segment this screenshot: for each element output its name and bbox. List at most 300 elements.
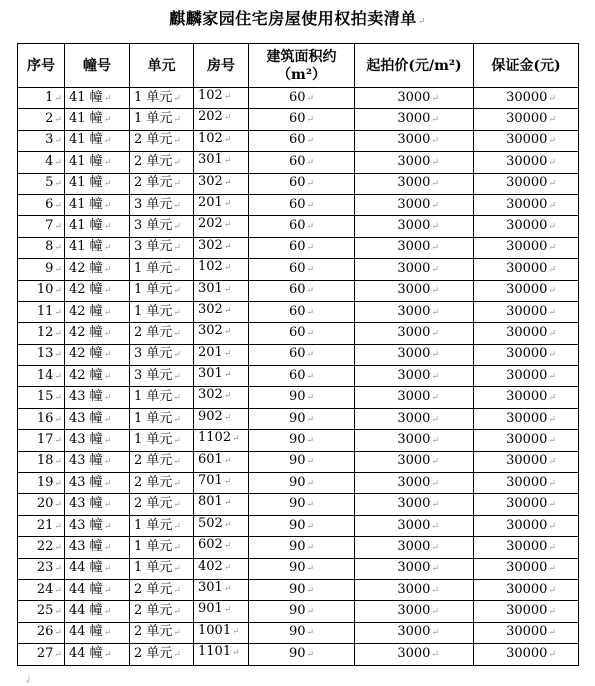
cell-area-text: 60 bbox=[288, 196, 306, 212]
table-row bbox=[18, 237, 579, 258]
cell-deposit-text: 30000 bbox=[506, 175, 548, 191]
cell-room-text: 302 bbox=[198, 173, 223, 189]
cell-building bbox=[65, 601, 130, 622]
return-mark-icon: ↵ bbox=[223, 134, 232, 145]
return-mark-icon: ↵ bbox=[54, 500, 62, 511]
cell-unit bbox=[130, 323, 194, 344]
cell-deposit bbox=[474, 473, 579, 494]
cell-index-text: 24 bbox=[36, 581, 54, 597]
cell-area-text: 90 bbox=[288, 538, 306, 554]
cell-deposit-text: 30000 bbox=[506, 153, 548, 169]
cell-start-price bbox=[355, 194, 474, 215]
return-mark-icon: ↵ bbox=[431, 93, 439, 104]
cell-room bbox=[194, 237, 249, 258]
cell-room-text: 1001 bbox=[198, 622, 232, 638]
return-mark-icon: ↵ bbox=[548, 478, 556, 489]
return-mark-icon: ↵ bbox=[306, 371, 315, 382]
cell-unit bbox=[130, 109, 194, 130]
return-mark-icon: ↵ bbox=[548, 115, 556, 126]
cell-unit bbox=[130, 194, 194, 215]
cell-room bbox=[194, 152, 249, 173]
cell-area-text: 90 bbox=[288, 431, 306, 447]
cell-unit-text: 1 单元 bbox=[134, 282, 173, 298]
return-mark-icon: ↵ bbox=[173, 264, 181, 275]
cell-room-text: 302 bbox=[198, 237, 223, 253]
return-mark-icon: ↵ bbox=[103, 222, 112, 233]
cell-building bbox=[65, 387, 130, 408]
return-mark-icon: ↵ bbox=[173, 649, 181, 660]
cell-area-text: 60 bbox=[288, 346, 306, 362]
cell-deposit-text: 30000 bbox=[506, 196, 548, 212]
return-mark-icon: ↵ bbox=[103, 115, 112, 126]
cell-start-price-text: 3000 bbox=[397, 453, 431, 469]
return-mark-icon: ↵ bbox=[431, 607, 439, 618]
cell-deposit bbox=[474, 216, 579, 237]
cell-room bbox=[194, 601, 249, 622]
return-mark-icon: ↵ bbox=[103, 307, 112, 318]
cell-area bbox=[249, 216, 355, 237]
return-mark-icon: ↵ bbox=[223, 370, 232, 381]
table-row bbox=[18, 473, 579, 494]
return-mark-icon: ↵ bbox=[306, 307, 315, 318]
cell-building bbox=[65, 194, 130, 215]
cell-start-price bbox=[355, 344, 474, 365]
cell-area bbox=[249, 494, 355, 515]
cell-building-text: 43 幢 bbox=[69, 517, 103, 533]
return-mark-icon: ↵ bbox=[548, 521, 556, 532]
cell-building-text: 41 幢 bbox=[69, 196, 103, 212]
cell-deposit bbox=[474, 558, 579, 579]
cell-unit-text: 1 单元 bbox=[134, 517, 173, 533]
return-mark-icon: ↵ bbox=[54, 115, 62, 126]
return-mark-icon: ↵ bbox=[431, 500, 439, 511]
return-mark-icon: ↵ bbox=[173, 478, 181, 489]
cell-start-price-text: 3000 bbox=[397, 560, 431, 576]
cell-area bbox=[249, 366, 355, 387]
cell-building bbox=[65, 644, 130, 665]
table-row bbox=[18, 558, 579, 579]
return-mark-icon: ↵ bbox=[54, 435, 62, 446]
return-mark-icon: ↵ bbox=[54, 328, 62, 339]
table-row bbox=[18, 515, 579, 536]
cell-deposit-text: 30000 bbox=[506, 431, 548, 447]
return-mark-icon: ↵ bbox=[54, 649, 62, 660]
return-mark-icon: ↵ bbox=[103, 414, 112, 425]
return-mark-icon: ↵ bbox=[54, 585, 62, 596]
cell-room-text: 1102 bbox=[198, 430, 232, 446]
cell-index bbox=[18, 622, 65, 643]
cell-building bbox=[65, 109, 130, 130]
cell-index-text: 12 bbox=[36, 324, 54, 340]
return-mark-icon: ↵ bbox=[431, 115, 439, 126]
return-mark-icon: ↵ bbox=[306, 115, 315, 126]
return-mark-icon: ↵ bbox=[223, 348, 232, 359]
return-mark-icon: ↵ bbox=[306, 200, 315, 211]
cell-area bbox=[249, 537, 355, 558]
cell-building bbox=[65, 430, 130, 451]
cell-start-price bbox=[355, 408, 474, 429]
cell-start-price-text: 3000 bbox=[397, 324, 431, 340]
cell-building-text: 41 幢 bbox=[69, 153, 103, 169]
return-mark-icon: ↵ bbox=[54, 307, 62, 318]
cell-room bbox=[194, 473, 249, 494]
return-mark-icon: ↵ bbox=[306, 607, 315, 618]
cell-area-text: 90 bbox=[288, 560, 306, 576]
cell-start-price bbox=[355, 237, 474, 258]
cell-deposit bbox=[474, 366, 579, 387]
cell-start-price-text: 3000 bbox=[397, 111, 431, 127]
return-mark-icon: ↵ bbox=[306, 500, 315, 511]
return-mark-icon: ↵ bbox=[54, 607, 62, 618]
cell-index bbox=[18, 216, 65, 237]
return-mark-icon: ↵ bbox=[223, 156, 232, 167]
return-mark-icon: ↵ bbox=[173, 393, 181, 404]
cell-start-price bbox=[355, 601, 474, 622]
return-mark-icon: ↵ bbox=[223, 455, 232, 466]
cell-area-text: 60 bbox=[288, 89, 306, 105]
cell-building-text: 41 幢 bbox=[69, 111, 103, 127]
cell-unit-text: 2 单元 bbox=[134, 645, 173, 661]
header-index: 序号 bbox=[18, 44, 65, 88]
table-row bbox=[18, 323, 579, 344]
cell-building bbox=[65, 451, 130, 472]
document-title bbox=[0, 6, 595, 29]
cell-deposit-text: 30000 bbox=[506, 517, 548, 533]
cell-room-text: 902 bbox=[198, 408, 223, 424]
cell-building-text: 44 幢 bbox=[69, 560, 103, 576]
return-mark-icon: ↵ bbox=[103, 542, 112, 553]
return-mark-icon: ↵ bbox=[173, 286, 181, 297]
cell-deposit bbox=[474, 601, 579, 622]
return-mark-icon: ↵ bbox=[54, 414, 62, 425]
cell-deposit-text: 30000 bbox=[506, 132, 548, 148]
cell-area bbox=[249, 173, 355, 194]
cell-index bbox=[18, 601, 65, 622]
return-mark-icon: ↵ bbox=[103, 564, 112, 575]
cell-deposit-text: 30000 bbox=[506, 218, 548, 234]
table-row bbox=[18, 280, 579, 301]
cell-unit bbox=[130, 88, 194, 109]
cell-index bbox=[18, 323, 65, 344]
return-mark-icon: ↵ bbox=[306, 585, 315, 596]
cell-deposit bbox=[474, 301, 579, 322]
table-row bbox=[18, 622, 579, 643]
cell-unit bbox=[130, 366, 194, 387]
cell-deposit bbox=[474, 280, 579, 301]
cell-building bbox=[65, 259, 130, 280]
cell-unit-text: 2 单元 bbox=[134, 175, 173, 191]
cell-area-text: 60 bbox=[288, 260, 306, 276]
cell-area bbox=[249, 280, 355, 301]
cell-start-price-text: 3000 bbox=[397, 239, 431, 255]
cell-deposit-text: 30000 bbox=[506, 410, 548, 426]
cell-area bbox=[249, 579, 355, 600]
return-mark-icon: ↵ bbox=[54, 179, 62, 190]
return-mark-icon: ↵ bbox=[173, 243, 181, 254]
cell-start-price-text: 3000 bbox=[397, 410, 431, 426]
return-mark-icon: ↵ bbox=[548, 628, 556, 639]
return-mark-icon: ↵ bbox=[54, 136, 62, 147]
return-mark-icon: ↵ bbox=[431, 307, 439, 318]
cell-room bbox=[194, 280, 249, 301]
cell-index-text: 9 bbox=[45, 260, 54, 276]
return-mark-icon: ↵ bbox=[223, 263, 232, 274]
return-mark-icon: ↵ bbox=[548, 328, 556, 339]
return-mark-icon: ↵ bbox=[223, 562, 232, 573]
cell-unit bbox=[130, 579, 194, 600]
cell-area bbox=[249, 344, 355, 365]
cell-building bbox=[65, 622, 130, 643]
cell-start-price bbox=[355, 430, 474, 451]
return-mark-icon: ↵ bbox=[173, 307, 181, 318]
cell-index-text: 13 bbox=[36, 346, 54, 362]
return-mark-icon: ↵ bbox=[431, 136, 439, 147]
return-mark-icon: ↵ bbox=[54, 264, 62, 275]
cell-deposit bbox=[474, 259, 579, 280]
cell-area bbox=[249, 301, 355, 322]
return-mark-icon: ↵ bbox=[548, 457, 556, 468]
cell-index-text: 23 bbox=[36, 560, 54, 576]
cell-area-text: 60 bbox=[288, 132, 306, 148]
cell-building-text: 42 幢 bbox=[69, 282, 103, 298]
cell-deposit-text: 30000 bbox=[506, 624, 548, 640]
cell-building-text: 43 幢 bbox=[69, 453, 103, 469]
return-mark-icon: ↵ bbox=[223, 605, 232, 616]
return-mark-icon: ↵ bbox=[54, 200, 62, 211]
return-mark-icon: ↵ bbox=[103, 264, 112, 275]
cell-unit-text: 1 单元 bbox=[134, 111, 173, 127]
cell-unit-text: 3 单元 bbox=[134, 196, 173, 212]
return-mark-icon: ↵ bbox=[173, 564, 181, 575]
cell-area-text: 90 bbox=[288, 645, 306, 661]
return-mark-icon: ↵ bbox=[431, 628, 439, 639]
cell-unit-text: 1 单元 bbox=[134, 260, 173, 276]
cell-room-text: 102 bbox=[198, 259, 223, 275]
cell-area bbox=[249, 387, 355, 408]
return-mark-icon: ↵ bbox=[431, 200, 439, 211]
cell-deposit-text: 30000 bbox=[506, 346, 548, 362]
cell-index bbox=[18, 280, 65, 301]
return-mark-icon: ↵ bbox=[173, 521, 181, 532]
cell-unit-text: 1 单元 bbox=[134, 303, 173, 319]
cell-index-text: 15 bbox=[36, 389, 54, 405]
return-mark-icon: ↵ bbox=[306, 93, 315, 104]
return-mark-icon: ↵ bbox=[103, 157, 112, 168]
return-mark-icon: ↵ bbox=[173, 542, 181, 553]
return-mark-icon: ↵ bbox=[173, 414, 181, 425]
return-mark-icon: ↵ bbox=[548, 243, 556, 254]
cell-unit bbox=[130, 494, 194, 515]
cell-index bbox=[18, 537, 65, 558]
cell-start-price bbox=[355, 259, 474, 280]
cell-index bbox=[18, 451, 65, 472]
cell-room bbox=[194, 216, 249, 237]
return-mark-icon: ↵ bbox=[431, 542, 439, 553]
cell-deposit-text: 30000 bbox=[506, 453, 548, 469]
cell-start-price bbox=[355, 152, 474, 173]
table-row bbox=[18, 366, 579, 387]
cell-index-text: 1 bbox=[45, 89, 54, 105]
cell-unit-text: 3 单元 bbox=[134, 346, 173, 362]
return-mark-icon: ↵ bbox=[54, 222, 62, 233]
cell-start-price bbox=[355, 301, 474, 322]
return-mark-icon: ↵ bbox=[103, 628, 112, 639]
return-mark-icon: ↵ bbox=[306, 435, 315, 446]
cell-room bbox=[194, 387, 249, 408]
cell-area-text: 60 bbox=[288, 239, 306, 255]
cell-deposit bbox=[474, 579, 579, 600]
cell-building bbox=[65, 515, 130, 536]
cell-area bbox=[249, 515, 355, 536]
cell-unit bbox=[130, 473, 194, 494]
cell-unit-text: 1 单元 bbox=[134, 89, 173, 105]
return-mark-icon: ↵ bbox=[548, 649, 556, 660]
cell-deposit bbox=[474, 344, 579, 365]
cell-deposit bbox=[474, 494, 579, 515]
return-mark-icon: ↵ bbox=[232, 648, 240, 659]
return-mark-icon: ↵ bbox=[548, 542, 556, 553]
table-row bbox=[18, 579, 579, 600]
cell-area bbox=[249, 644, 355, 665]
cell-index-text: 11 bbox=[36, 303, 54, 319]
cell-unit-text: 2 单元 bbox=[134, 496, 173, 512]
cell-index bbox=[18, 558, 65, 579]
return-mark-icon: ↵ bbox=[431, 350, 439, 361]
cell-deposit-text: 30000 bbox=[506, 603, 548, 619]
return-mark-icon: ↵ bbox=[431, 457, 439, 468]
return-mark-icon: ↵ bbox=[548, 500, 556, 511]
cell-building bbox=[65, 366, 130, 387]
return-mark-icon: ↵ bbox=[223, 541, 232, 552]
return-mark-icon: ↵ bbox=[173, 371, 181, 382]
cell-unit bbox=[130, 451, 194, 472]
cell-index-text: 20 bbox=[36, 496, 54, 512]
cell-index bbox=[18, 259, 65, 280]
cell-deposit-text: 30000 bbox=[506, 581, 548, 597]
return-mark-icon: ↵ bbox=[306, 264, 315, 275]
cell-index bbox=[18, 173, 65, 194]
cell-index-text: 2 bbox=[45, 111, 54, 127]
cell-unit-text: 2 单元 bbox=[134, 132, 173, 148]
table-row bbox=[18, 408, 579, 429]
return-mark-icon: ↵ bbox=[431, 564, 439, 575]
cell-start-price-text: 3000 bbox=[397, 346, 431, 362]
return-mark-icon: ↵ bbox=[431, 393, 439, 404]
cell-building-text: 41 幢 bbox=[69, 89, 103, 105]
cell-index-text: 25 bbox=[36, 603, 54, 619]
cell-index-text: 16 bbox=[36, 410, 54, 426]
return-mark-icon: ↵ bbox=[548, 350, 556, 361]
cell-deposit bbox=[474, 387, 579, 408]
return-mark-icon: ↵ bbox=[548, 179, 556, 190]
cell-deposit-text: 30000 bbox=[506, 282, 548, 298]
cell-unit-text: 1 单元 bbox=[134, 389, 173, 405]
cell-area-text: 90 bbox=[288, 624, 306, 640]
cell-start-price-text: 3000 bbox=[397, 89, 431, 105]
cell-unit bbox=[130, 237, 194, 258]
return-mark-icon: ↵ bbox=[103, 371, 112, 382]
cell-room-text: 801 bbox=[198, 494, 223, 510]
return-mark-icon: ↵ bbox=[103, 243, 112, 254]
cell-building-text: 43 幢 bbox=[69, 496, 103, 512]
return-mark-icon: ↵ bbox=[431, 585, 439, 596]
cell-area-text: 60 bbox=[288, 303, 306, 319]
cell-area bbox=[249, 109, 355, 130]
cell-unit-text: 2 单元 bbox=[134, 453, 173, 469]
return-mark-icon: ↵ bbox=[306, 393, 315, 404]
cell-start-price-text: 3000 bbox=[397, 624, 431, 640]
return-mark-icon: ↵ bbox=[548, 222, 556, 233]
cell-unit-text: 1 单元 bbox=[134, 538, 173, 554]
return-mark-icon: ↵ bbox=[548, 607, 556, 618]
cell-index-text: 19 bbox=[36, 474, 54, 490]
cell-start-price bbox=[355, 323, 474, 344]
cell-unit-text: 1 单元 bbox=[134, 560, 173, 576]
return-mark-icon: ↵ bbox=[54, 371, 62, 382]
return-mark-icon: ↵ bbox=[431, 521, 439, 532]
return-mark-icon: ↵ bbox=[223, 177, 232, 188]
cell-area bbox=[249, 237, 355, 258]
return-mark-icon: ↵ bbox=[306, 286, 315, 297]
cell-index-text: 7 bbox=[45, 218, 54, 234]
cell-area-text: 60 bbox=[288, 153, 306, 169]
cell-unit bbox=[130, 301, 194, 322]
cell-area-text: 60 bbox=[288, 282, 306, 298]
cell-building bbox=[65, 130, 130, 151]
table-row bbox=[18, 537, 579, 558]
return-mark-icon: ↵ bbox=[103, 500, 112, 511]
cell-building bbox=[65, 173, 130, 194]
cell-room bbox=[194, 323, 249, 344]
return-mark-icon: ↵ bbox=[306, 542, 315, 553]
cell-building-text: 42 幢 bbox=[69, 324, 103, 340]
return-mark-icon: ↵ bbox=[173, 157, 181, 168]
return-mark-icon: ↵ bbox=[173, 222, 181, 233]
return-mark-icon: ↵ bbox=[223, 327, 232, 338]
return-mark-icon: ↵ bbox=[54, 243, 62, 254]
cell-building bbox=[65, 152, 130, 173]
cell-building-text: 41 幢 bbox=[69, 239, 103, 255]
cell-deposit bbox=[474, 173, 579, 194]
cell-building-text: 43 幢 bbox=[69, 474, 103, 490]
cell-start-price-text: 3000 bbox=[397, 260, 431, 276]
cell-index bbox=[18, 366, 65, 387]
cell-index bbox=[18, 301, 65, 322]
return-mark-icon: ↵ bbox=[431, 328, 439, 339]
table-row bbox=[18, 216, 579, 237]
document-title-text: 麒麟家园住宅房屋使用权拍卖清单 bbox=[169, 9, 417, 28]
cell-room-text: 301 bbox=[198, 280, 223, 296]
cell-index bbox=[18, 152, 65, 173]
return-mark-icon: ↵ bbox=[103, 328, 112, 339]
cell-index-text: 21 bbox=[36, 517, 54, 533]
auction-table bbox=[17, 43, 579, 666]
table-row bbox=[18, 451, 579, 472]
cell-room-text: 301 bbox=[198, 152, 223, 168]
cell-area-text: 90 bbox=[288, 410, 306, 426]
return-mark-icon: ↵ bbox=[103, 435, 112, 446]
cell-building-text: 44 幢 bbox=[69, 581, 103, 597]
return-mark-icon: ↵ bbox=[54, 286, 62, 297]
cell-area-text: 60 bbox=[288, 111, 306, 127]
cell-building-text: 41 幢 bbox=[69, 218, 103, 234]
cell-start-price bbox=[355, 494, 474, 515]
return-mark-icon: ↵ bbox=[173, 435, 181, 446]
return-mark-icon: ↵ bbox=[306, 136, 315, 147]
table-row bbox=[18, 109, 579, 130]
return-mark-icon: ↵ bbox=[103, 393, 112, 404]
cell-start-price bbox=[355, 558, 474, 579]
